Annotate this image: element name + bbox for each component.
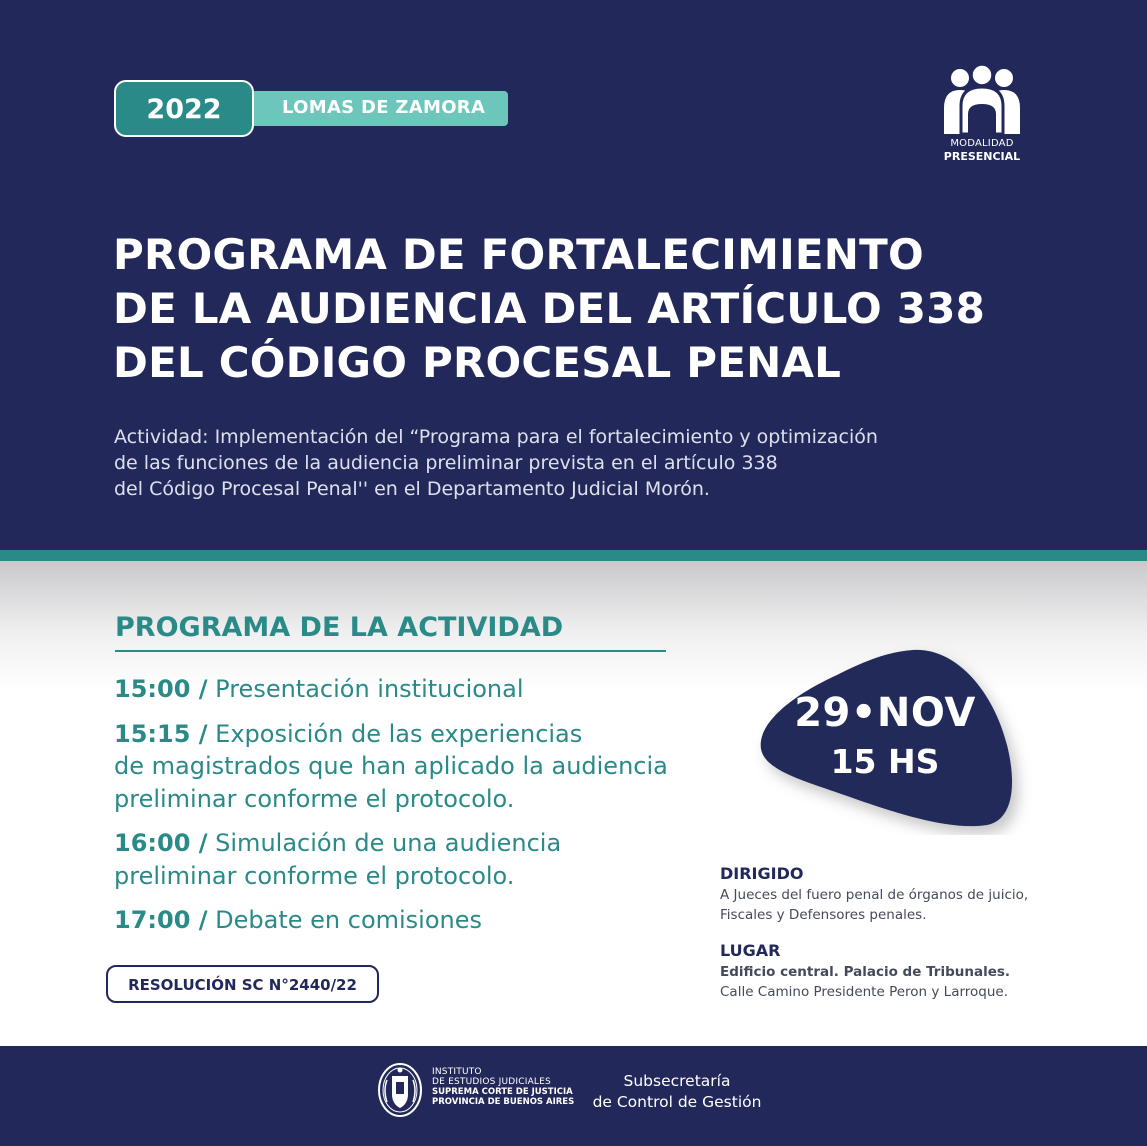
subsecretaria-line: Subsecretaría	[623, 1072, 731, 1090]
audience-line: A Jueces del fuero penal de órganos de juicio,	[720, 887, 1029, 903]
title-line: DE LA AUDIENCIA DEL ARTÍCULO 338	[113, 284, 986, 333]
program-text: preliminar conforme el protocolo.	[114, 784, 515, 813]
program-text: Presentación institucional	[215, 675, 524, 703]
event-date: 29•NOV	[794, 690, 976, 736]
page-title	[113, 228, 985, 390]
program-list	[114, 673, 714, 949]
activity-line: Actividad: Implementación del “Programa para el fortalecimiento y optimización	[114, 426, 878, 448]
program-text: Simulación de una audiencia	[215, 829, 562, 857]
resolution-label: RESOLUCIÓN SC N°2440/22	[128, 976, 357, 994]
resolution-badge	[106, 965, 379, 1003]
year-label: 2022	[146, 94, 222, 125]
location-label: LOMAS DE ZAMORA	[282, 97, 486, 118]
title-line: PROGRAMA DE FORTALECIMIENTO	[113, 230, 924, 279]
program-text: preliminar conforme el protocolo.	[114, 861, 515, 890]
modalidad-label: MODALIDAD	[950, 138, 1014, 149]
activity-description	[114, 424, 914, 502]
program-text: Debate en comisiones	[215, 906, 483, 934]
program-time: 17:00 /	[114, 906, 208, 934]
institute-line: SUPREMA CORTE DE JUSTICIA	[432, 1087, 573, 1097]
institute-line: INSTITUTO	[432, 1067, 482, 1077]
venue-section	[720, 941, 1010, 1002]
presencial-label: PRESENCIAL	[943, 150, 1021, 163]
event-hour: 15 HS	[830, 742, 940, 781]
audience-line: Fiscales y Defensores penales.	[720, 907, 927, 923]
subsecretaria-name	[577, 1071, 777, 1113]
audience-section	[720, 864, 1028, 925]
teal-divider-band	[0, 550, 1147, 561]
institute-line: DE ESTUDIOS JUDICIALES	[432, 1077, 551, 1087]
program-item	[114, 673, 714, 706]
year-badge	[114, 80, 254, 137]
program-item	[114, 827, 714, 892]
institute-name	[432, 1067, 574, 1107]
program-item	[114, 718, 714, 816]
venue-line: Edificio central. Palacio de Tribunales.	[720, 964, 1011, 980]
subsecretaria-line: de Control de Gestión	[592, 1093, 762, 1111]
program-time: 16:00 /	[114, 829, 208, 857]
audience-heading: DIRIGIDO	[720, 864, 804, 883]
date-blob-shape	[745, 645, 1035, 835]
people-group-icon	[942, 64, 1022, 136]
program-text: Exposición de las experiencias	[215, 719, 583, 748]
activity-line: de las funciones de la audiencia preliminar prevista en el artículo 338	[114, 452, 778, 474]
institute-line: PROVINCIA DE BUENOS AIRES	[432, 1097, 575, 1107]
program-heading: PROGRAMA DE LA ACTIVIDAD	[115, 612, 564, 643]
venue-line: Calle Camino Presidente Peron y Larroque.	[720, 984, 1009, 1000]
location-badge	[240, 91, 508, 126]
program-item	[114, 904, 714, 937]
program-time: 15:15 /	[114, 719, 208, 748]
activity-line: del Código Procesal Penal'' en el Departamento Judicial Morón.	[114, 478, 710, 500]
venue-heading: LUGAR	[720, 941, 781, 960]
program-time: 15:00 /	[114, 675, 208, 703]
title-line: DEL CÓDIGO PROCESAL PENAL	[113, 338, 842, 387]
program-heading-rule	[115, 650, 666, 652]
court-seal-icon	[377, 1062, 423, 1118]
program-text: de magistrados que han aplicado la audiencia	[114, 752, 668, 780]
